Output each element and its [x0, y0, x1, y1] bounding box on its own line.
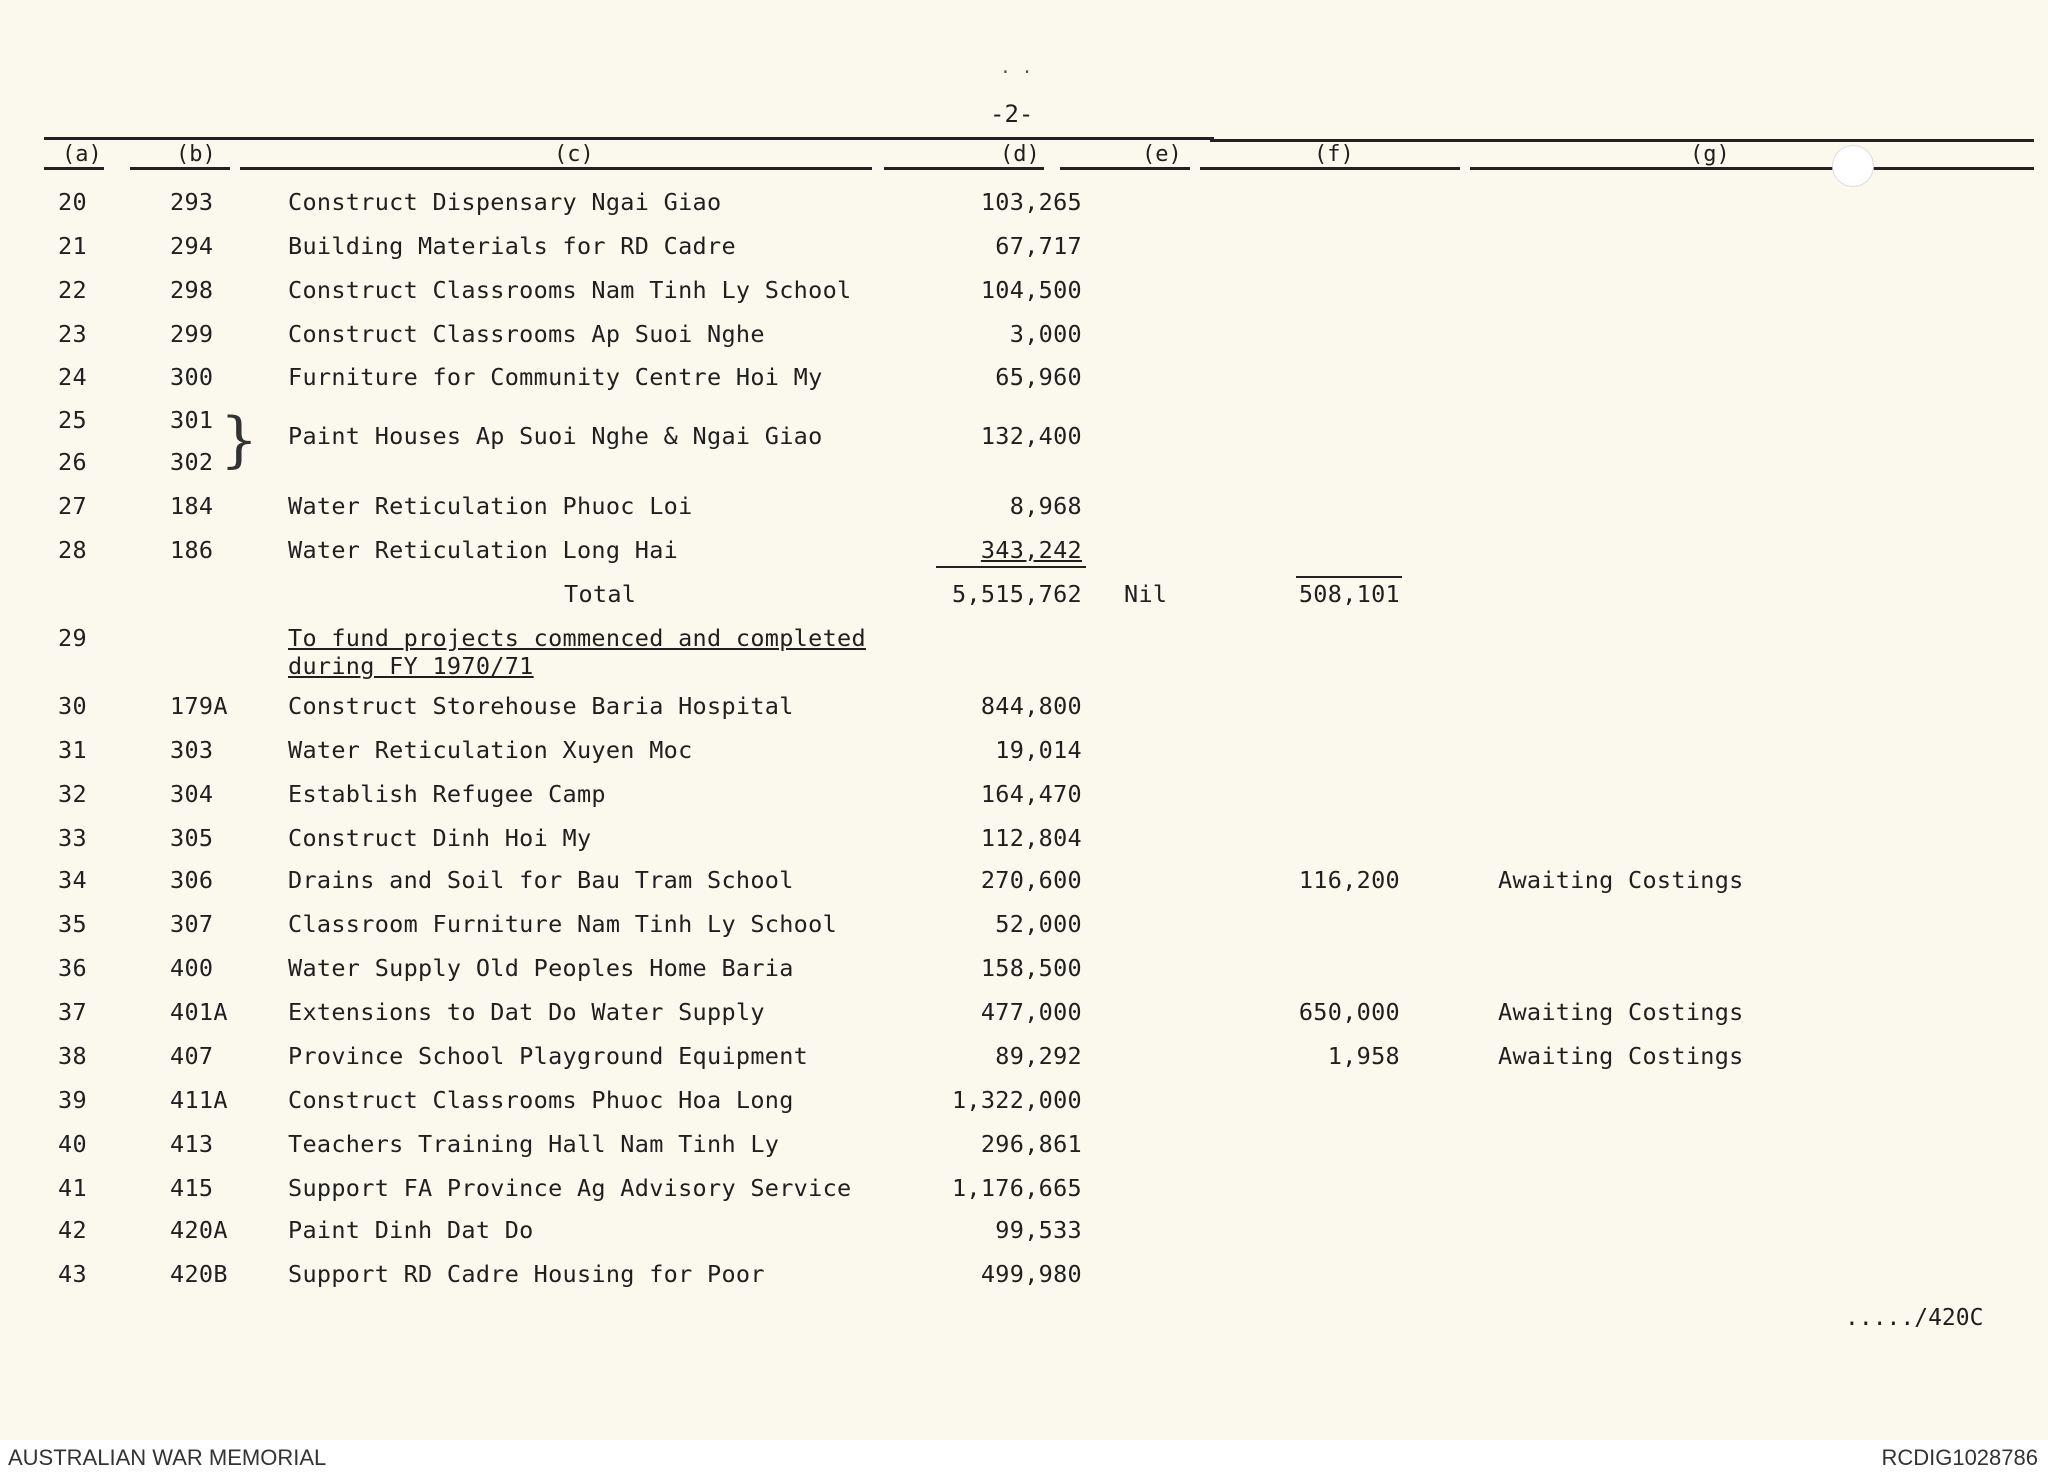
amount-f: 1,958: [1327, 1042, 1400, 1070]
table-row: [0, 188, 2048, 224]
archive-label: AUSTRALIAN WAR MEMORIAL: [8, 1445, 327, 1470]
table-row: [0, 780, 2048, 816]
section-row-cont: [0, 652, 2048, 688]
header-rule-bottom-b: [130, 167, 230, 170]
total-d: 5,515,762: [951, 580, 1082, 608]
project-number: 294: [170, 232, 214, 260]
project-number: 420A: [170, 1216, 228, 1244]
amount-d: 499,980: [980, 1260, 1082, 1288]
table-row: [0, 1042, 2048, 1078]
table-row: [0, 866, 2048, 902]
project-number: 420B: [170, 1260, 228, 1288]
header-e: (e): [1142, 142, 1182, 167]
row-index: 38: [58, 1042, 87, 1070]
project-description: Construct Storehouse Baria Hospital: [288, 692, 794, 720]
total-f: 508,101: [1298, 580, 1400, 608]
continuation-marker: ...../420C: [1845, 1305, 1984, 1331]
row-index: 26: [58, 448, 87, 476]
project-description: Water Reticulation Long Hai: [288, 536, 679, 564]
amount-d: 3,000: [1009, 320, 1082, 348]
table-row: [0, 1086, 2048, 1122]
amount-d: 164,470: [980, 780, 1082, 808]
row-index: 21: [58, 232, 87, 260]
project-description: Construct Classrooms Nam Tinh Ly School: [288, 276, 852, 304]
amount-d: 158,500: [980, 954, 1082, 982]
project-description: Water Supply Old Peoples Home Baria: [288, 954, 794, 982]
header-b: (b): [176, 142, 216, 167]
amount-d: 52,000: [995, 910, 1082, 938]
row-index: 34: [58, 866, 87, 894]
row-index: 25: [58, 406, 87, 434]
project-number: 293: [170, 188, 214, 216]
project-number: 401A: [170, 998, 228, 1026]
header-rule-bottom-left: [44, 167, 104, 170]
header-rule-bottom-c: [240, 167, 872, 170]
project-description: Paint Dinh Dat Do: [288, 1216, 534, 1244]
project-number: 304: [170, 780, 214, 808]
table-row: [0, 232, 2048, 268]
amount-d: 296,861: [980, 1130, 1082, 1158]
punch-hole: [1832, 145, 1874, 187]
table-row: [0, 692, 2048, 728]
header-rule-bottom-d: [884, 167, 1044, 170]
amount-d: 8,968: [1009, 492, 1082, 520]
section-heading-line2: during FY 1970/71: [288, 652, 534, 680]
header-f: (f): [1314, 142, 1354, 167]
table-row: [0, 320, 2048, 356]
amount-d: 1,322,000: [951, 1086, 1082, 1114]
amount-d: 19,014: [995, 736, 1082, 764]
archive-reference: RCDIG1028786: [1881, 1445, 2038, 1470]
row-index: 27: [58, 492, 87, 520]
amount-d: 1,176,665: [951, 1174, 1082, 1202]
project-description: Support RD Cadre Housing for Poor: [288, 1260, 765, 1288]
project-description: Building Materials for RD Cadre: [288, 232, 736, 260]
table-row: [0, 910, 2048, 946]
table-row: [0, 492, 2048, 528]
project-number: 301: [170, 406, 214, 434]
table-row: [0, 824, 2048, 860]
project-number: 411A: [170, 1086, 228, 1114]
row-index: 37: [58, 998, 87, 1026]
header-g: (g): [1690, 142, 1730, 167]
amount-d: 104,500: [980, 276, 1082, 304]
project-number: 305: [170, 824, 214, 852]
header-rule-bottom-g: [1470, 167, 2034, 170]
project-number: 299: [170, 320, 214, 348]
project-number: 413: [170, 1130, 214, 1158]
remarks: Awaiting Costings: [1498, 866, 1744, 894]
remarks: Awaiting Costings: [1498, 998, 1744, 1026]
table-row: [0, 363, 2048, 399]
page-number: -2-: [990, 100, 1034, 128]
project-description: Drains and Soil for Bau Tram School: [288, 866, 794, 894]
project-description: Classroom Furniture Nam Tinh Ly School: [288, 910, 838, 938]
amount-d: 65,960: [995, 363, 1082, 391]
total-e: Nil: [1124, 580, 1168, 608]
amount-d: 112,804: [980, 824, 1082, 852]
row-index: 31: [58, 736, 87, 764]
project-number: 407: [170, 1042, 214, 1070]
project-number: 302: [170, 448, 214, 476]
row-index: 24: [58, 363, 87, 391]
remarks: Awaiting Costings: [1498, 1042, 1744, 1070]
table-row: [0, 1216, 2048, 1252]
amount-d: 89,292: [995, 1042, 1082, 1070]
amount-d: 132,400: [980, 422, 1082, 450]
row-index: 43: [58, 1260, 87, 1288]
header-c: (c): [554, 142, 594, 167]
row-index: 41: [58, 1174, 87, 1202]
project-number: 415: [170, 1174, 214, 1202]
row-index: 20: [58, 188, 87, 216]
project-description: Construct Dinh Hoi My: [288, 824, 592, 852]
project-description: Construct Classrooms Phuoc Hoa Long: [288, 1086, 794, 1114]
amount-d: 270,600: [980, 866, 1082, 894]
row-index: 39: [58, 1086, 87, 1114]
row-index: 35: [58, 910, 87, 938]
amount-f: 116,200: [1298, 866, 1400, 894]
project-number: 298: [170, 276, 214, 304]
table-row: [0, 736, 2048, 772]
project-description: Water Reticulation Phuoc Loi: [288, 492, 693, 520]
project-number: 186: [170, 536, 214, 564]
project-number: 400: [170, 954, 214, 982]
subtotal-rule-d: [936, 566, 1086, 568]
project-description: Furniture for Community Centre Hoi My: [288, 363, 823, 391]
amount-d: 844,800: [980, 692, 1082, 720]
top-marks: · ·: [1000, 62, 1033, 83]
header-rule-bottom-e: [1060, 167, 1190, 170]
table-row: [0, 1260, 2048, 1296]
table-row: [0, 954, 2048, 990]
project-description: Construct Classrooms Ap Suoi Nghe: [288, 320, 765, 348]
total-label: Total: [564, 580, 637, 608]
total-row: [0, 580, 2048, 616]
project-number: 307: [170, 910, 214, 938]
project-description: Paint Houses Ap Suoi Nghe & Ngai Giao: [288, 422, 823, 450]
row-index: 32: [58, 780, 87, 808]
project-description: Support FA Province Ag Advisory Service: [288, 1174, 852, 1202]
row-index: 30: [58, 692, 87, 720]
table-row: [0, 1174, 2048, 1210]
amount-d: 67,717: [995, 232, 1082, 260]
row-index: 33: [58, 824, 87, 852]
project-number: 184: [170, 492, 214, 520]
row-index: 29: [58, 624, 87, 652]
subtotal-rule-f: [1296, 576, 1402, 578]
project-description: Establish Refugee Camp: [288, 780, 606, 808]
project-description: Teachers Training Hall Nam Tinh Ly: [288, 1130, 780, 1158]
project-number: 300: [170, 363, 214, 391]
table-row: [0, 998, 2048, 1034]
row-index: 42: [58, 1216, 87, 1244]
project-description: Construct Dispensary Ngai Giao: [288, 188, 722, 216]
project-number: 306: [170, 866, 214, 894]
amount-d: 103,265: [980, 188, 1082, 216]
amount-d: 343,242: [980, 536, 1082, 564]
amount-d: 99,533: [995, 1216, 1082, 1244]
row-index: 36: [58, 954, 87, 982]
header-rule-top: [44, 137, 1214, 140]
amount-d: 477,000: [980, 998, 1082, 1026]
header-d: (d): [1000, 142, 1040, 167]
section-heading-line1: To fund projects commenced and completed: [288, 624, 866, 652]
project-description: Water Reticulation Xuyen Moc: [288, 736, 693, 764]
amount-f: 650,000: [1298, 998, 1400, 1026]
project-description: Province School Playground Equipment: [288, 1042, 809, 1070]
table-row: [0, 1130, 2048, 1166]
table-row: [0, 448, 2048, 484]
project-number: 303: [170, 736, 214, 764]
project-number: 179A: [170, 692, 228, 720]
row-index: 22: [58, 276, 87, 304]
table-row: [0, 276, 2048, 312]
row-index: 23: [58, 320, 87, 348]
bracket-brace: }: [220, 405, 259, 475]
header-a: (a): [62, 142, 102, 167]
header-rule-bottom-f: [1200, 167, 1460, 170]
row-index: 28: [58, 536, 87, 564]
row-index: 40: [58, 1130, 87, 1158]
project-description: Extensions to Dat Do Water Supply: [288, 998, 765, 1026]
